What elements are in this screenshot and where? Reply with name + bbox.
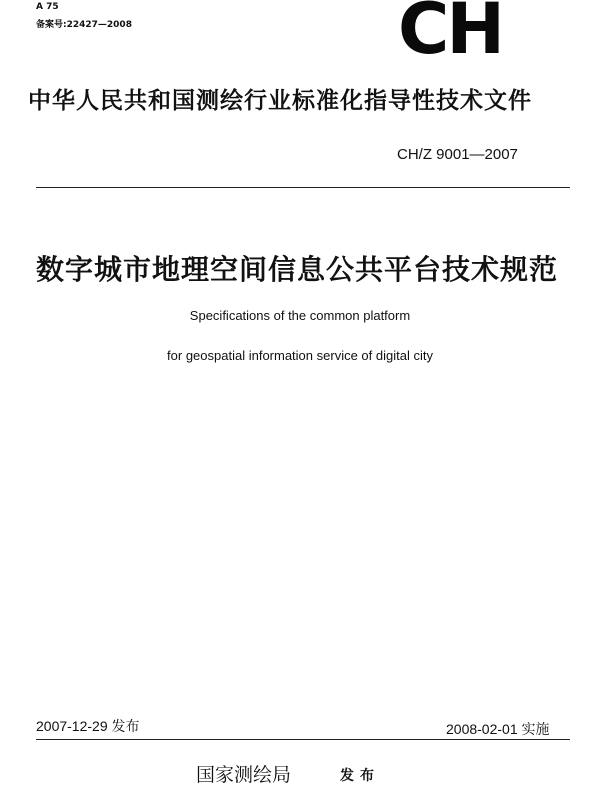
record-number: 备案号:22427—2008 (36, 20, 132, 30)
issuing-authority: 国家测绘局 (196, 764, 292, 786)
bottom-rule (36, 739, 570, 740)
issue-date: 2007-12-29 发布 (36, 718, 140, 734)
standard-number: CH/Z 9001—2007 (397, 146, 518, 163)
document-title-en-line2: for geospatial information service of digital city (167, 348, 433, 363)
top-rule (36, 187, 570, 188)
series-title: 中华人民共和国测绘行业标准化指导性技术文件 (28, 88, 532, 114)
issuing-action: 发布 (340, 768, 380, 784)
classification-code: A 75 (36, 2, 59, 12)
document-title-en-line1: Specifications of the common platform (189, 308, 411, 323)
ch-logo: CH (398, 0, 502, 70)
document-title-zh: 数字城市地理空间信息公共平台技术规范 (36, 253, 559, 286)
implementation-date: 2008-02-01 实施 (446, 721, 550, 737)
